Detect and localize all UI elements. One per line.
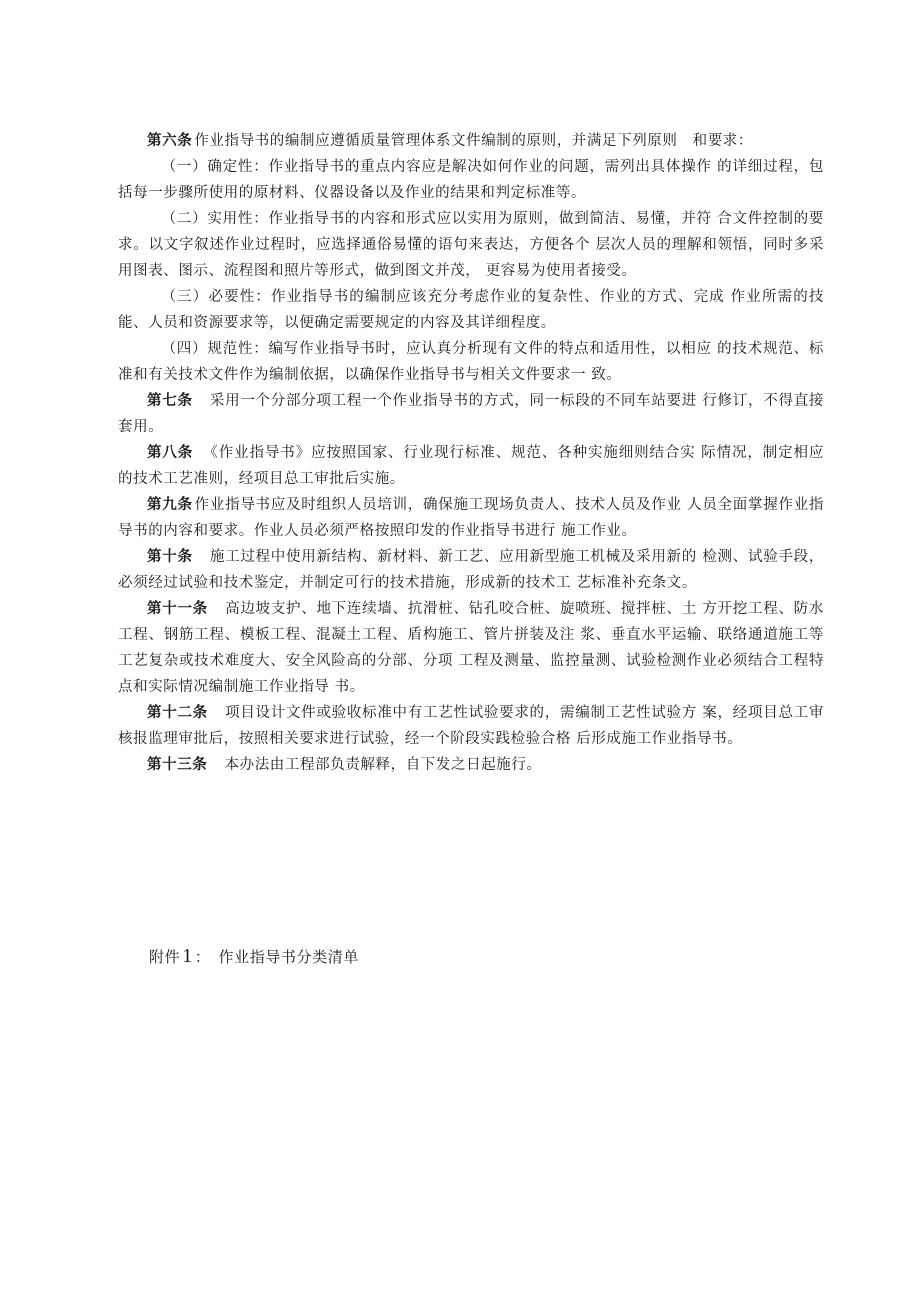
item-text: （四）规范性：编写作业指导书时，应认真分析现有文件的特点和适用性，以相应 的技术规范、标准和有关技术文件作为编制依据，以确保作业指导书与相关文件要求一 致。 — [118, 341, 824, 383]
attachment-title: ： 作业指导书分类清单 — [194, 948, 359, 966]
article-7 — [118, 388, 824, 440]
article-heading: 第十三条 — [147, 756, 208, 773]
article-12 — [118, 700, 824, 752]
attachment-prefix: 附件 — [149, 948, 181, 966]
article-heading: 第十二条 — [147, 704, 208, 721]
article-heading: 第八条 — [147, 444, 194, 461]
article-8 — [118, 440, 824, 492]
article-13 — [118, 752, 824, 778]
article-6 — [118, 128, 824, 154]
article-heading: 第七条 — [147, 392, 193, 409]
article-10 — [118, 544, 824, 596]
article-6-item-3 — [118, 284, 824, 336]
document-body — [118, 128, 824, 778]
item-text: （一）确定性：作业指导书的重点内容应是解决如何作业的问题，需列出具体操作 的详细过程，包括每一步骤所使用的原材料、仪器设备以及作业的结果和判定标准等。 — [118, 159, 824, 201]
article-6-item-4 — [118, 336, 824, 388]
item-text: （二）实用性：作业指导书的内容和形式应以实用为原则，做到简洁、易懂，并符 合文件控制的要求。以文字叙述作业过程时，应选择通俗易懂的语句来表达，方便各个 层次人员的理解和领悟，同时多采用图表、图示、流程图和照片等形式，做到图文并茂， 更容易为使用者接受。 — [118, 211, 824, 279]
article-heading: 第九条 — [147, 496, 193, 513]
article-text: 高边坡支护、地下连续墙、抗滑桩、钻孔咬合桩、旋喷班、搅拌桩、土 方开挖工程、防水工程、钢筋工程、模板工程、混凝土工程、盾构施工、管片拼装及注 浆、垂直水平运输、联络通道施工等工艺复杂或技术难度大、安全风险高的分部、分项 工程及测量、监控量测、试验检测作业必须结合工程特点和实际情况编制施工作业指导 书。 — [118, 601, 824, 695]
article-text: 作业指导书的编制应遵循质量管理体系文件编制的原则，并满足下列原则 和要求： — [194, 133, 754, 149]
article-text: 采用一个分部分项工程一个作业指导书的方式，同一标段的不同车站要进 行修订，不得直接套用。 — [118, 393, 824, 435]
article-9 — [118, 492, 824, 544]
article-11 — [118, 596, 824, 700]
article-6-item-1 — [118, 154, 824, 206]
article-text: 《作业指导书》应按照国家、行业现行标准、规范、各种实施细则结合实 际情况，制定相应的技术工艺准则，经项目总工审批后实施。 — [118, 445, 824, 487]
article-heading: 第十一条 — [147, 600, 208, 617]
article-text: 施工过程中使用新结构、新材料、新工艺、应用新型施工机械及采用新的 检测、试验手段，必须经过试验和技术鉴定，并制定可行的技术措施，形成新的技术工 艺标准补充条文。 — [118, 549, 824, 591]
article-6-item-2 — [118, 206, 824, 284]
article-text: 作业指导书应及时组织人员培训，确保施工现场负责人、技术人员及作业 人员全面掌握作业指导书的内容和要求。作业人员必须严格按照印发的作业指导书进行 施工作业。 — [118, 497, 824, 539]
attachment-number: 1 — [182, 945, 193, 967]
article-text: 本办法由工程部负责解释，自下发之日起施行。 — [209, 757, 542, 773]
article-text: 项目设计文件或验收标准中有工艺性试验要求的，需编制工艺性试验方 案，经项目总工审核报监理审批后，按照相关要求进行试验，经一个阶段实践检验合格 后形成施工作业指导书。 — [118, 705, 824, 747]
attachment-line — [149, 945, 359, 968]
item-text: （三）必要性：作业指导书的编制应该充分考虑作业的复杂性、作业的方式、完成 作业所需的技能、人员和资源要求等，以便确定需要规定的内容及其详细程度。 — [118, 289, 824, 331]
article-heading: 第六条 — [147, 132, 193, 149]
article-heading: 第十条 — [147, 548, 193, 565]
